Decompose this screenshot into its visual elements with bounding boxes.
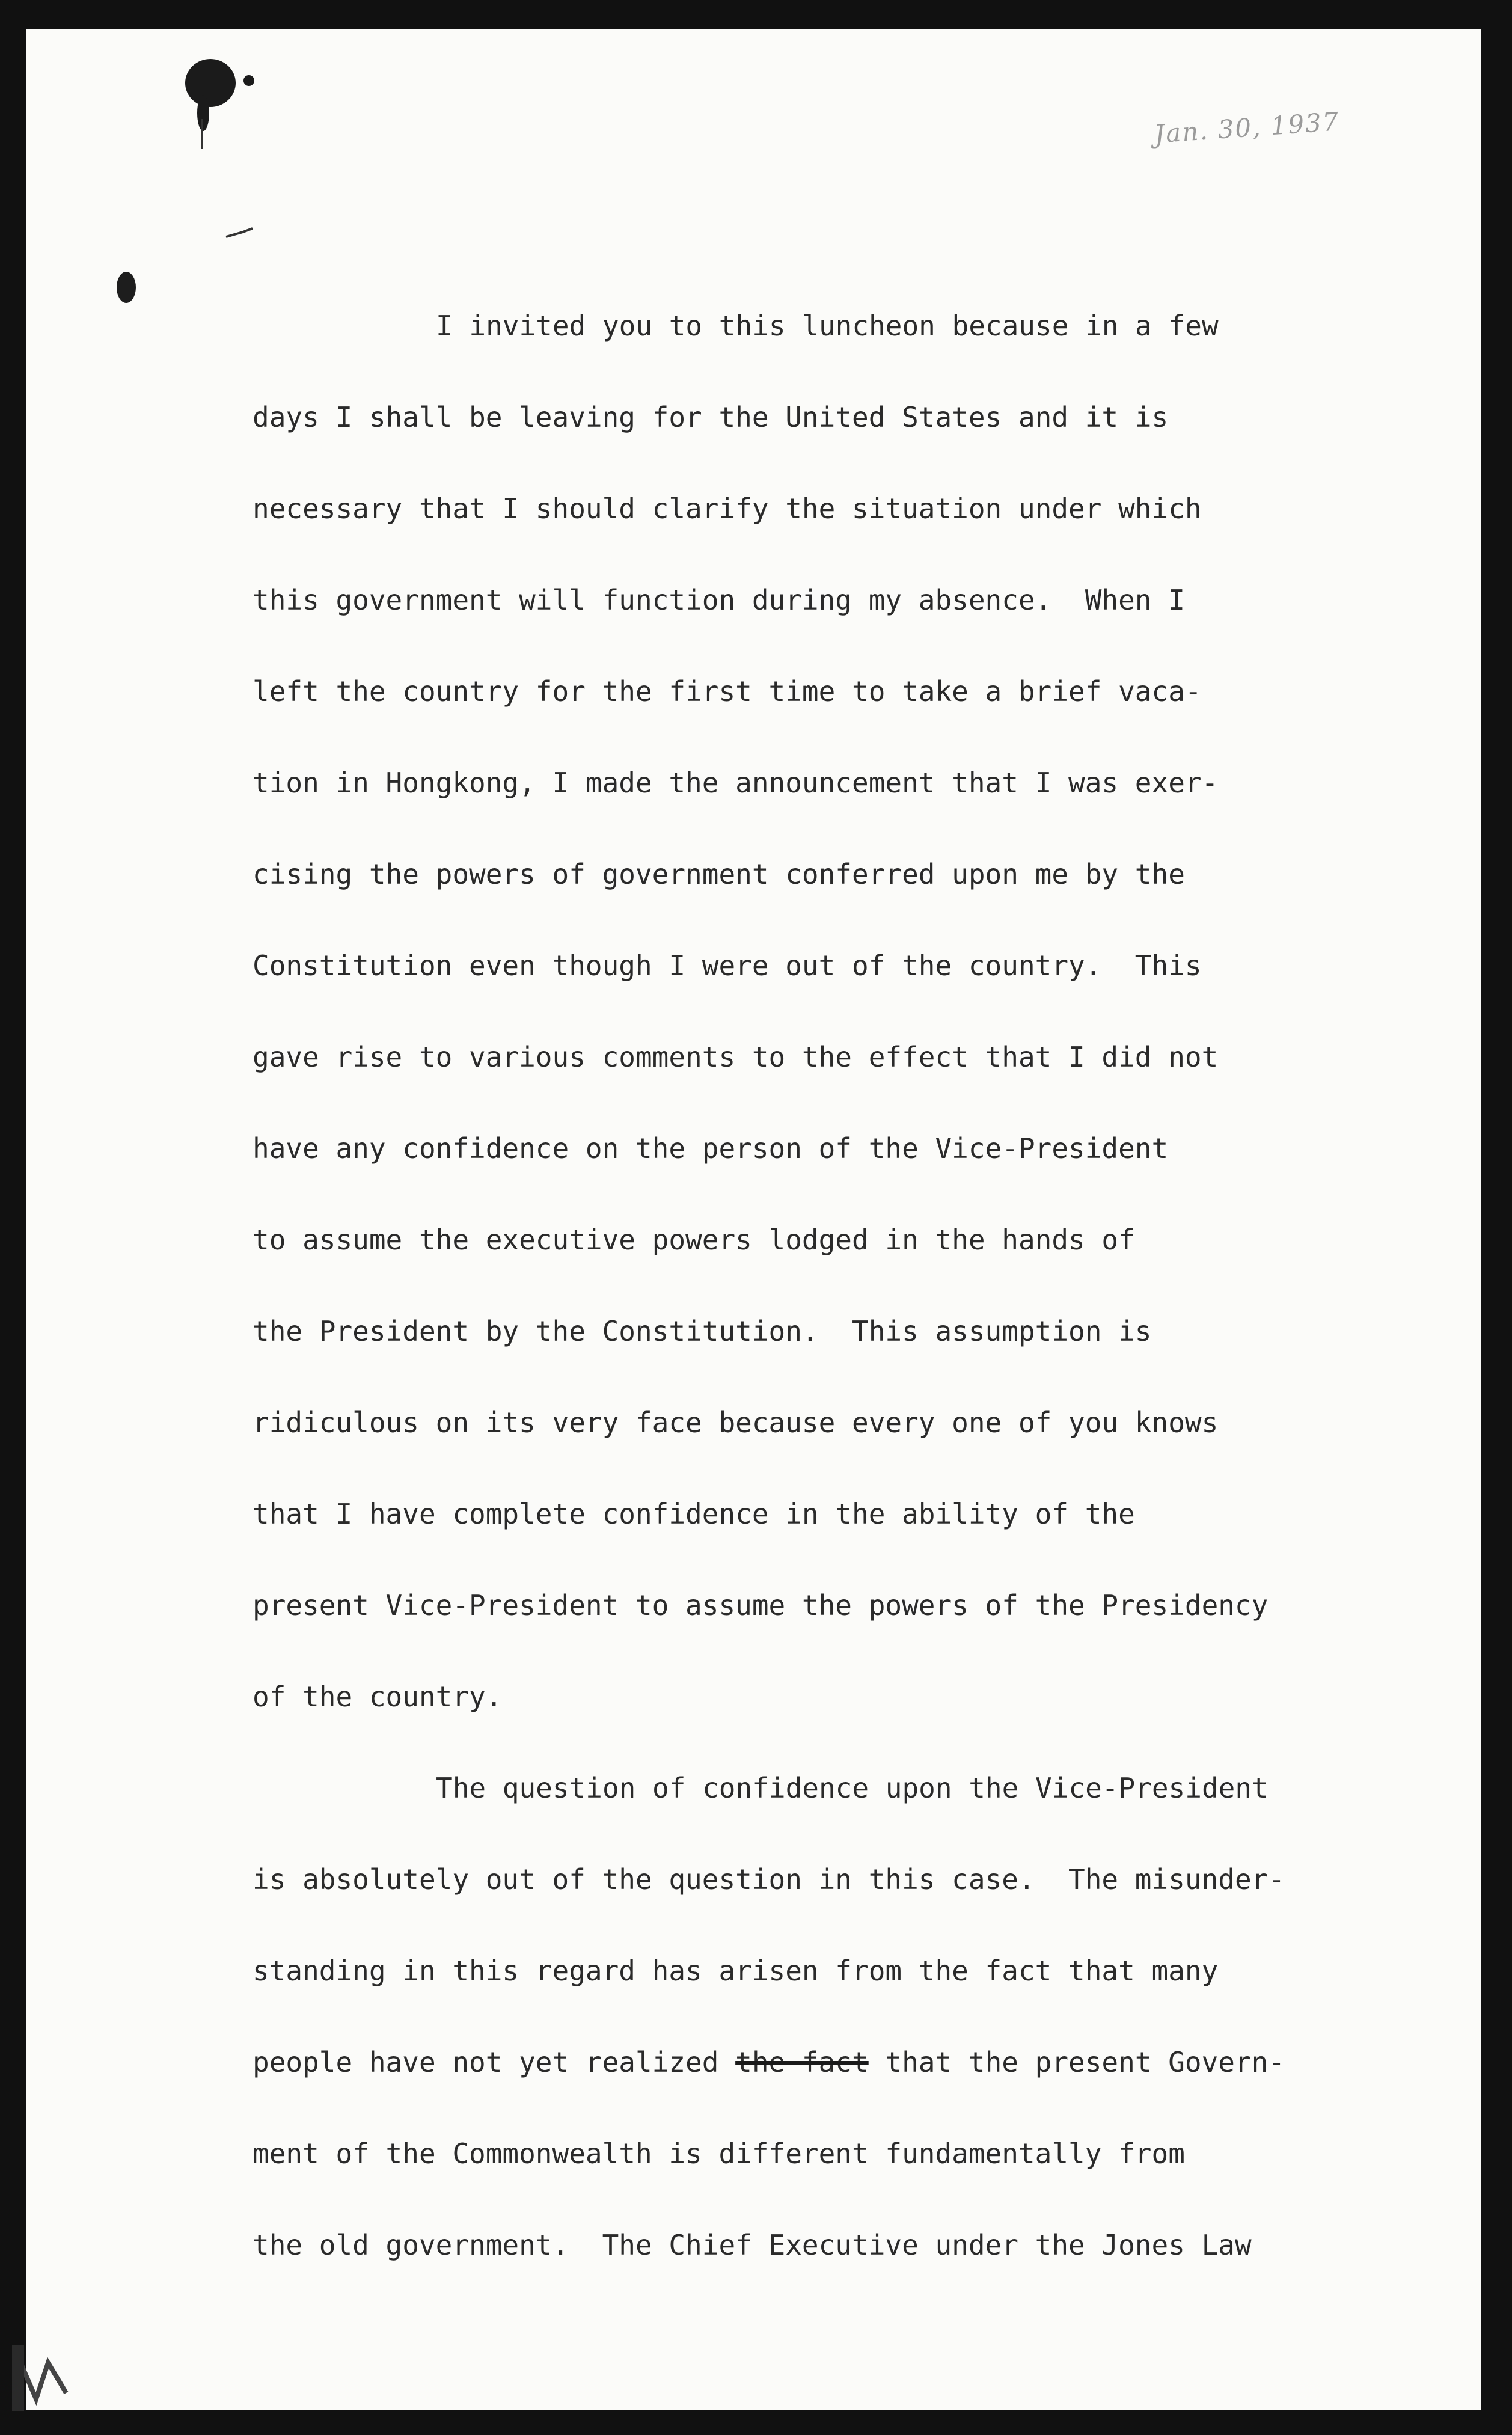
text-line: to assume the executive powers lodged in the hands of: [253, 1224, 1135, 1256]
text-line: left the country for the first time to take a brief vaca-: [253, 675, 1202, 708]
pencil-mark-icon: [225, 226, 255, 240]
ink-dot-icon: [112, 269, 142, 311]
text-line: necessary that I should clarify the situation under which: [253, 492, 1202, 525]
text-line: ridiculous on its very face because every one of you knows: [253, 1406, 1219, 1439]
text-line: the President by the Constitution. This assumption is: [253, 1315, 1152, 1347]
text-line: gave rise to various comments to the effect that I did not: [253, 1041, 1219, 1073]
handwritten-date: Jan. 30, 1937: [1153, 106, 1341, 149]
text-line: have any confidence on the person of the Vice-President: [253, 1132, 1169, 1165]
text-line: the old government. The Chief Executive under the Jones Law: [253, 2229, 1252, 2261]
text-line: present Vice-President to assume the powers of the Presidency: [253, 1589, 1269, 1622]
text-line: cising the powers of government conferred upon me by the: [253, 858, 1185, 890]
text-line: ment of the Commonwealth is different fundamentally from: [253, 2137, 1185, 2170]
struck-text: the fact: [735, 2046, 869, 2078]
text-line: The question of confidence upon the Vice-President: [436, 1772, 1269, 1804]
speech-text: [253, 280, 1395, 2291]
text-line: standing in this regard has arisen from the fact that many: [253, 1955, 1219, 1987]
text-line: this government will function during my absence. When I: [253, 584, 1185, 616]
text-line: people have not yet realized the fact that the present Govern-: [253, 2046, 1285, 2078]
text-line: that I have complete confidence in the ability of the: [253, 1498, 1135, 1530]
text-line: of the country.: [253, 1680, 503, 1713]
text-line: Constitution even though I were out of the country. This: [253, 949, 1202, 982]
document-page: [26, 29, 1481, 2410]
ink-blot-icon: [174, 47, 259, 155]
text-line: tion in Hongkong, I made the announcement that I was exer-: [253, 767, 1219, 799]
text-line: days I shall be leaving for the United States and it is: [253, 401, 1169, 433]
text-line: I invited you to this luncheon because in a few: [436, 310, 1219, 342]
corner-smudge-icon: [12, 2345, 90, 2411]
text-line: is absolutely out of the question in this case. The misunder-: [253, 1863, 1285, 1896]
